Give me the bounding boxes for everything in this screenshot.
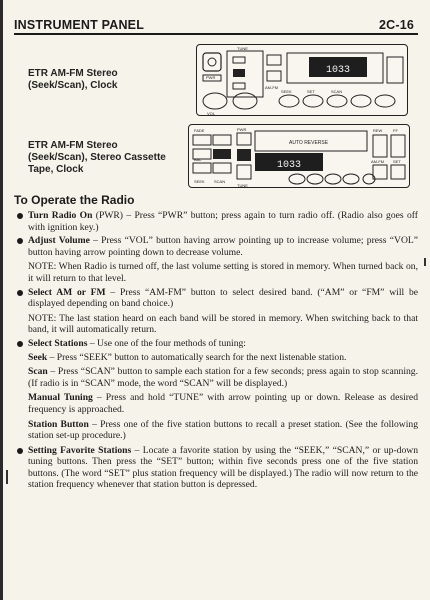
unit-2-label (28, 140, 166, 176)
method-text: – Press one of the five station buttons to recall a preset station. (See the following station set-up procedure.) (28, 418, 418, 442)
radio-illustration-2 (188, 124, 410, 188)
unit-2-label-line2: (Seek/Scan), Stereo Cassette (28, 152, 166, 163)
radio-illustration-1 (196, 44, 408, 116)
method-paragraph (14, 352, 418, 364)
bullet-text: – Locate a favorite station by using the “SEEK,” “SCAN,” or up-down tuning buttons. Then press the “SET” button; within five seconds press one of the five station buttons. (The word “SET” plus station frequency will be displayed.) The radio will now return to the station frequency whenever that station button is depressed. (28, 444, 418, 491)
binding-edge (0, 0, 3, 600)
radio-2-amfm-label: AM-FM (371, 159, 385, 164)
radio-2-display: 1033 (276, 160, 302, 171)
radio-2-set-label: SET (393, 159, 401, 164)
radio-1-vol-label: VOL (207, 111, 216, 116)
radio-1-scan-label: SCAN (331, 89, 343, 94)
bullet-term: Setting Favorite Stations (28, 444, 132, 456)
bullet-text: – Use one of the four methods of tuning: (87, 337, 246, 349)
radio-2-fade-label: FADE (194, 128, 205, 133)
radio-1-amfm-label: AM-FM (265, 85, 279, 90)
bullet-term: Turn Radio On (28, 210, 93, 221)
radio-1-tune-label: TUNE (237, 46, 248, 51)
header-rule (14, 33, 418, 35)
method-term: Station Button (28, 418, 89, 430)
method-term: Manual Tuning (28, 392, 93, 404)
radio-1-seek-label: SEEK (281, 89, 292, 94)
method-term: Seek (28, 351, 48, 363)
bullet-text: – Press “VOL” button having arrow pointing up to increase volume; press “VOL” button having arrow pointing down to decrease volume. (28, 235, 418, 258)
method-text: – Press “SCAN” button to sample each station for a few seconds; press again to stop scanning. (If radio is in “SCAN” mode, the word “SCAN” will be displayed.) (28, 366, 418, 389)
method-paragraph (14, 392, 418, 415)
page-header (14, 12, 414, 32)
bullet-text: – Press “AM-FM” button to select desired band. (“AM” or “FM” will be displayed depending on band choice.) (28, 286, 418, 310)
bullet-term: Adjust Volume (28, 235, 90, 247)
unit-1-label-line2: (Seek/Scan), Clock (28, 80, 118, 91)
method-text: – Press “SEEK” button to automatically search for the next listenable station. (47, 351, 347, 363)
unit-2-label-line3: Tape, Clock (28, 164, 84, 175)
edge-mark (6, 470, 8, 484)
note-paragraph: NOTE: When Radio is turned off, the last volume setting is stored in memory. When turned back on, it will return to that level. (28, 261, 418, 284)
page-title: INSTRUMENT PANEL (14, 18, 145, 32)
bullet-text: (PWR) – Press “PWR” button; press again to turn radio off. (Radio also goes off with ignition key.) (28, 210, 418, 233)
radio-1-display: 1033 (325, 65, 351, 76)
radio-2-ff-label: FF (393, 128, 398, 133)
bullet-item (14, 287, 418, 310)
radio-2-pwr-label: PWR (237, 127, 247, 132)
method-text: – Press and hold “TUNE” with arrow pointing up or down. Release as desired frequency is approached. (28, 392, 418, 415)
bullet-term: Select AM or FM (28, 286, 106, 298)
note-paragraph: NOTE: The last station heard on each band will be stored in memory. When switching back to that band, it will automatically return. (28, 312, 418, 336)
radio-2-seek-label: SEEK (194, 179, 205, 184)
method-paragraph (14, 419, 418, 442)
bullet-item (14, 338, 418, 350)
method-term: Scan (28, 366, 48, 378)
radio-2-bal-label: BAL (194, 157, 202, 162)
bullet-item (14, 210, 418, 233)
bullet-item (14, 445, 418, 491)
bullet-term: Select Stations (28, 337, 88, 349)
unit-2-label-line1: ETR AM-FM Stereo (28, 140, 118, 151)
unit-1-label (28, 68, 118, 92)
radio-1-pwr-label: PWR (206, 75, 216, 80)
radio-2-rew-label: REW (373, 128, 383, 133)
instructions (14, 210, 418, 493)
bullet-item (14, 235, 418, 258)
edge-mark (424, 258, 426, 266)
radio-2-tape-label: AUTO REVERSE (289, 140, 329, 146)
radio-2-drawing (189, 125, 411, 189)
page-number: 2C-16 (378, 18, 414, 32)
radio-1-set-label: SET (307, 89, 315, 94)
unit-1-label-line1: ETR AM-FM Stereo (28, 68, 118, 79)
radio-1-drawing (197, 45, 409, 117)
radio-2-scan-label: SCAN (214, 179, 226, 184)
method-paragraph (14, 366, 418, 389)
radio-2-tune-label: TUNE (237, 183, 248, 188)
section-title: To Operate the Radio (14, 193, 135, 207)
